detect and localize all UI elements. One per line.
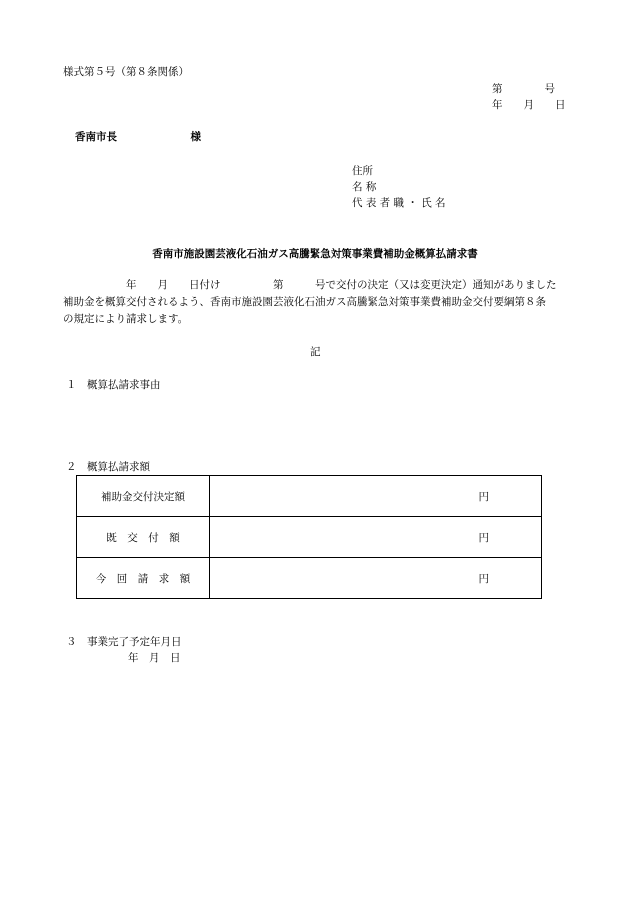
amount-unit: 円 bbox=[210, 476, 542, 517]
table-row bbox=[77, 558, 542, 599]
section-3-heading: ３ 事業完了予定年月日 bbox=[66, 636, 182, 648]
form-id: 様式第５号（第８条関係） bbox=[63, 66, 189, 78]
document-date: 年 月 日 bbox=[492, 99, 566, 111]
section-2-heading: ２ 概算払請求額 bbox=[66, 461, 150, 473]
row-label: 補助金交付決定額 bbox=[77, 476, 210, 517]
amount-unit: 円 bbox=[210, 558, 542, 599]
completion-date: 年 月 日 bbox=[128, 652, 181, 664]
body-line: 補助金を概算交付されるよう、香南市施設園芸液化石油ガス高騰緊急対策事業費補助金交付要綱第８条 bbox=[63, 296, 546, 308]
addressee: 香南市長 様 bbox=[75, 131, 201, 143]
amount-unit: 円 bbox=[210, 517, 542, 558]
document-number: 第 号 bbox=[492, 83, 555, 95]
table-row bbox=[77, 476, 542, 517]
body-line: の規定により請求します。 bbox=[63, 313, 189, 325]
row-label: 今 回 請 求 額 bbox=[77, 558, 210, 599]
ki-heading: 記 bbox=[310, 346, 321, 358]
applicant-representative-label: 代 表 者 職 ・ 氏 名 bbox=[352, 197, 446, 209]
section-1-heading: １ 概算払請求事由 bbox=[66, 379, 161, 391]
table-row bbox=[77, 517, 542, 558]
row-label: 既 交 付 額 bbox=[77, 517, 210, 558]
amount-table bbox=[76, 475, 542, 599]
body-line: 年 月 日付け 第 号で交付の決定（又は変更決定）通知がありました bbox=[63, 279, 557, 291]
applicant-address-label: 住所 bbox=[352, 165, 373, 177]
applicant-name-label: 名 称 bbox=[352, 181, 377, 193]
document-title: 香南市施設園芸液化石油ガス高騰緊急対策事業費補助金概算払請求書 bbox=[152, 248, 478, 260]
